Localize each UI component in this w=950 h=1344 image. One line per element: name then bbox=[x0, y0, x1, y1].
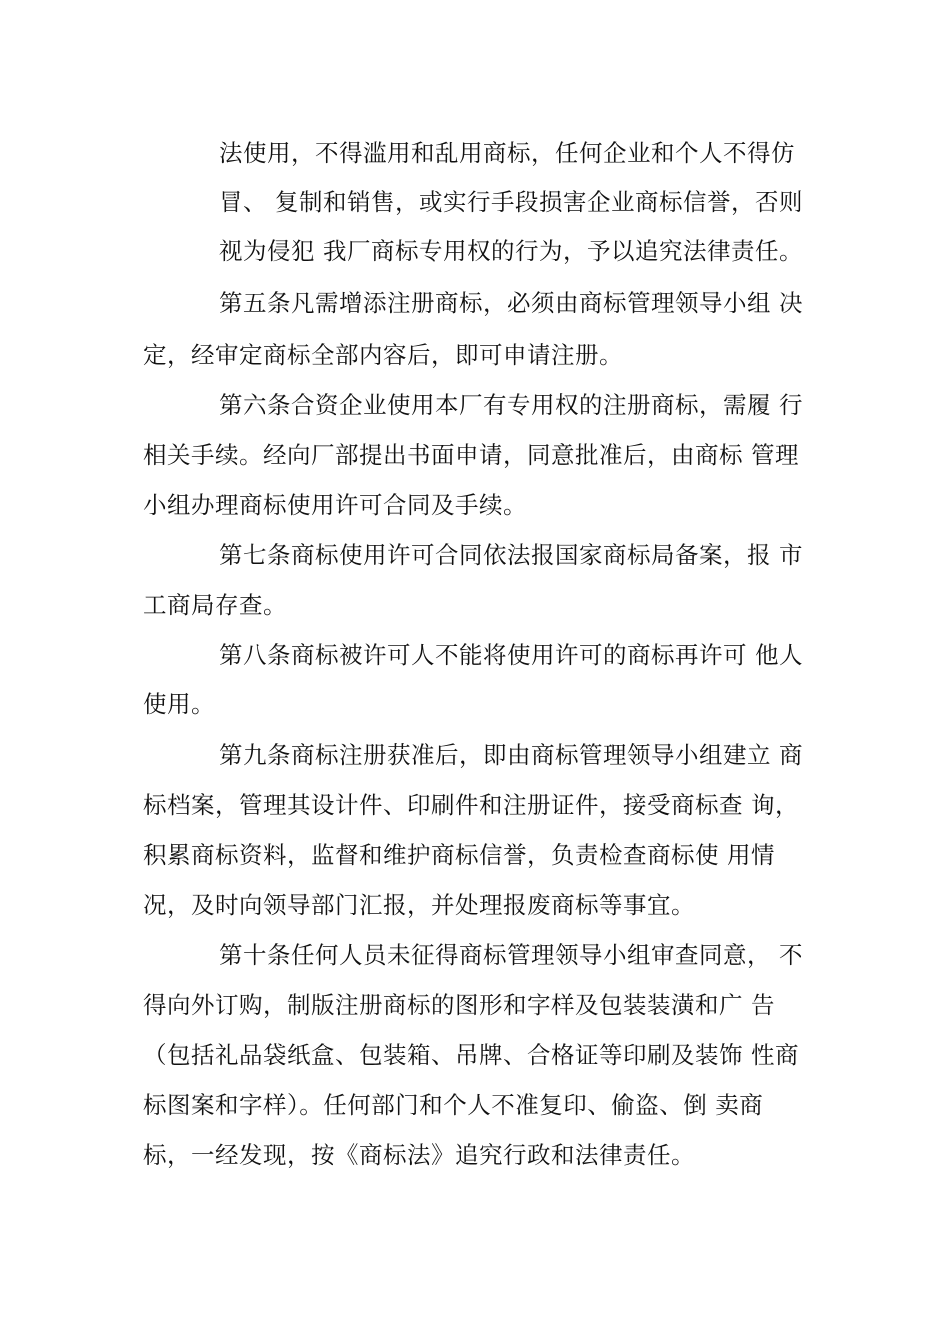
text-line: 相关手续。经向厂部提出书面申请，同意批准后，由商标 管理 bbox=[143, 441, 799, 469]
text-line: 标档案，管理其设计件、印刷件和注册证件，接受商标查 询， bbox=[143, 791, 799, 819]
text-line: 标，一经发现，按《商标法》追究行政和法律责任。 bbox=[143, 1141, 695, 1169]
text-line: 使用。 bbox=[143, 690, 215, 718]
text-line: 视为侵犯 我厂商标专用权的行为，予以追究法律责任。 bbox=[219, 237, 803, 265]
paragraph-article-5-line: 第五条凡需增添注册商标，必须由商标管理领导小组 决 bbox=[219, 289, 803, 317]
text-line: 积累商标资料，监督和维护商标信誉，负责检查商标使 用情 bbox=[143, 841, 775, 869]
paragraph-article-6-line: 第六条合资企业使用本厂有专用权的注册商标，需履 行 bbox=[219, 391, 803, 419]
text-line: 得向外订购，制版注册商标的图形和字样及包装装潢和广 告 bbox=[143, 991, 775, 1019]
text-line: 定，经审定商标全部内容后，即可申请注册。 bbox=[143, 341, 623, 369]
text-line: 小组办理商标使用许可合同及手续。 bbox=[143, 491, 527, 519]
text-line: 冒、 复制和销售，或实行手段损害企业商标信誉，否则 bbox=[219, 188, 803, 216]
text-line: 况，及时向领导部门汇报，并处理报废商标等事宜。 bbox=[143, 891, 695, 919]
paragraph-article-8-line: 第八条商标被许可人不能将使用许可的商标再许可 他人 bbox=[219, 641, 803, 669]
paragraph-article-10-line: 第十条任何人员未征得商标管理领导小组审查同意， 不 bbox=[219, 941, 803, 969]
paragraph-article-7-line: 第七条商标使用许可合同依法报国家商标局备案，报 市 bbox=[219, 541, 803, 569]
text-line: 标图案和字样）。任何部门和个人不准复印、偷盗、倒 卖商 bbox=[143, 1091, 764, 1119]
text-line: （包括礼品袋纸盒、包装箱、吊牌、合格证等印刷及装饰 性商 bbox=[143, 1041, 799, 1069]
text-line: 法使用，不得滥用和乱用商标，任何企业和个人不得仿 bbox=[219, 139, 795, 167]
text-line: 工商局存查。 bbox=[143, 591, 287, 619]
paragraph-article-9-line: 第九条商标注册获准后，即由商标管理领导小组建立 商 bbox=[219, 741, 803, 769]
